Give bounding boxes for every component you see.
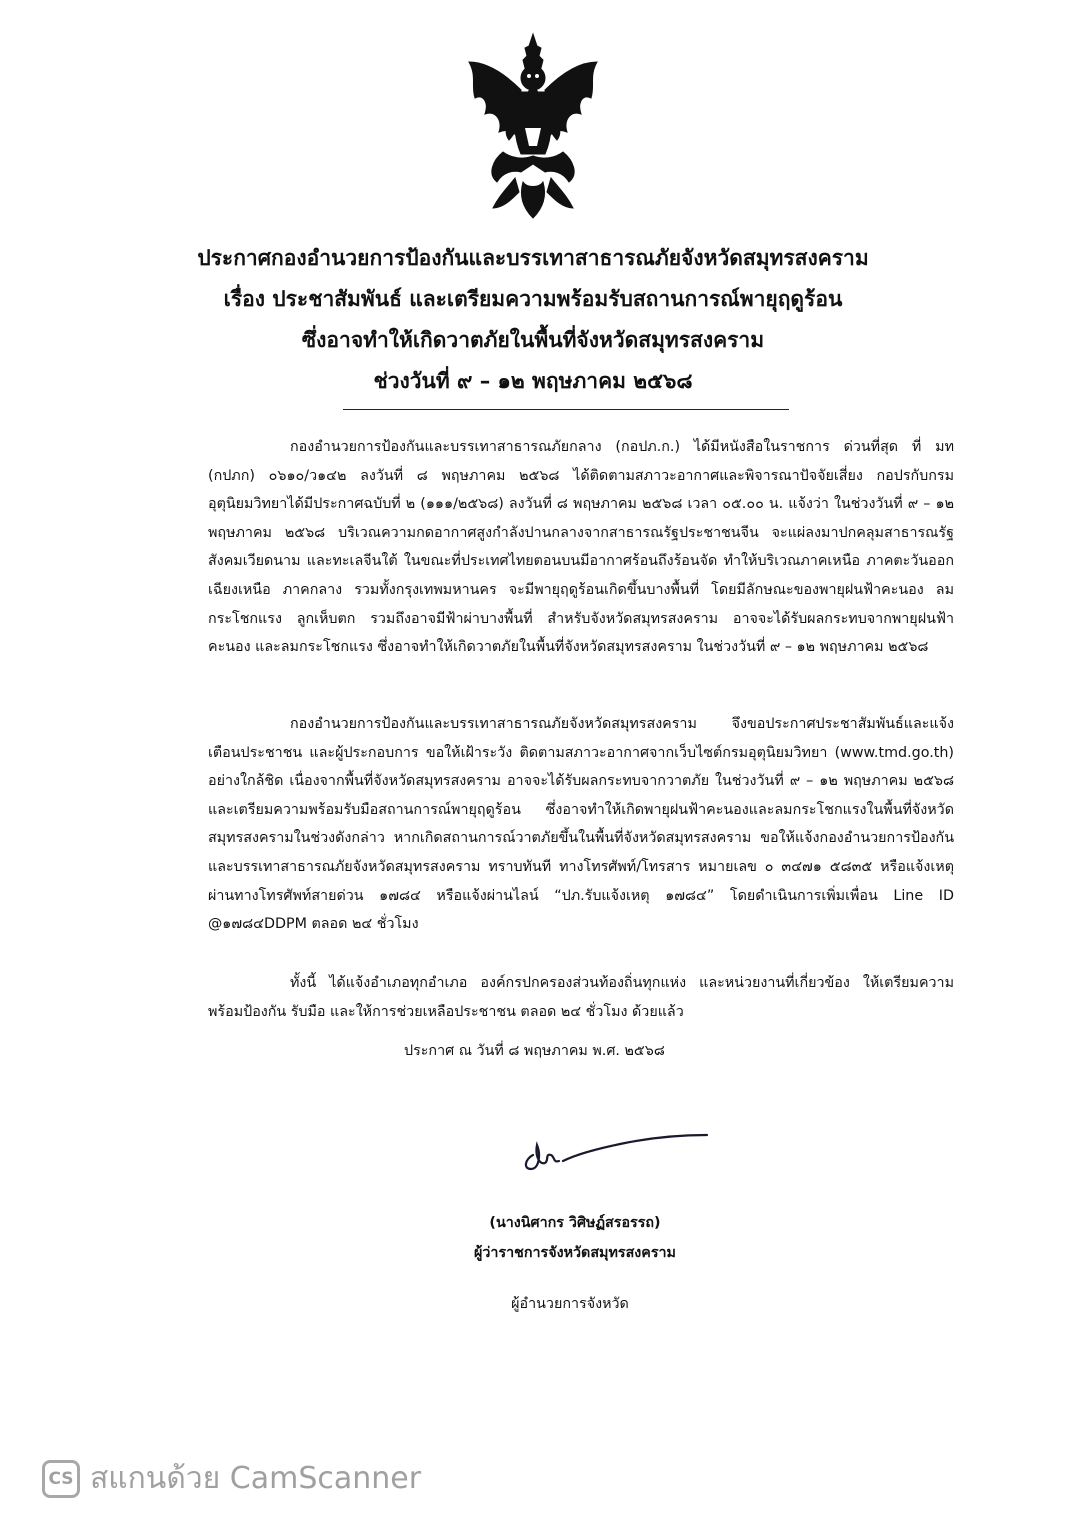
camscanner-logo-icon: CS bbox=[42, 1460, 80, 1498]
announce-date: ประกาศ ณ วันที่ ๘ พฤษภาคม พ.ศ. ๒๕๖๘ bbox=[404, 1043, 665, 1059]
title-divider bbox=[343, 409, 789, 410]
signer-name: (นางนิศากร วิศิษฏ์สรอรรถ) bbox=[489, 1215, 661, 1231]
announcement-title bbox=[120, 238, 946, 402]
garuda-emblem-icon bbox=[463, 32, 603, 220]
body-paragraph bbox=[208, 433, 954, 662]
handwritten-signature-icon bbox=[515, 1125, 715, 1175]
watermark-text: สแกนด้วย CamScanner bbox=[90, 1461, 422, 1496]
title-line-date-range: ช่วงวันที่ ๙ – ๑๒ พฤษภาคม ๒๕๖๘ bbox=[373, 369, 693, 393]
camscanner-watermark bbox=[42, 1455, 421, 1502]
body-paragraph bbox=[208, 710, 954, 939]
paragraph-text: กองอำนวยการป้องกันและบรรเทาสาธารณภัยกลาง (กอปภ.ก.) ได้มีหนังสือในราชการ ด่วนที่สุด ที่ มท (กปภก) ๐๖๑๐/ว๑๔๒ ลงวันที่ ๘ พฤษภาคม ๒๕๖๘ ได้ติดตามสภาวะอากาศและพิจารณาปัจจัยเสี่ยง กอปรกับกรมอุตุนิยมวิทยาได้มีประกาศฉบับที่ ๒ (๑๑๑/๒๕๖๘) ลงวันที่ ๘ พฤษภาคม ๒๕๖๘ เวลา ๐๕.๐๐ น. แจ้งว่า ในช่วงวันที่ ๙ – ๑๒ พฤษภาคม ๒๕๖๘ บริเวณความกดอากาศสูงกำลังปานกลางจากสาธารณรัฐประชาชนจีน จะแผ่ลงมาปกคลุมสาธารณรัฐสังคมเวียดนาม และทะเลจีนใต้ ในขณะที่ประเทศไทยตอนบนมีอากาศร้อนถึงร้อนจัด ทำให้บริเวณภาคเหนือ ภาคตะวันออกเฉียงเหนือ ภาคกลาง รวมทั้งกรุงเทพมหานคร จะมีพายุฤดูร้อนเกิดขึ้นบางพื้นที่ โดยมีลักษณะของพายุฝนฟ้าคะนอง ลมกระโชกแรง ลูกเห็บตก รวมถึงอาจมีฟ้าผ่าบางพื้นที่ สำหรับจังหวัดสมุทรสงคราม อาจจะได้รับผลกระทบจากพายุฝนฟ้าคะนอง และลมกระโชกแรง ซึ่งอาจทำให้เกิดวาตภัยในพื้นที่จังหวัดสมุทรสงคราม ในช่วงวันที่ ๙ – ๑๒ พฤษภาคม ๒๕๖๘ bbox=[208, 439, 954, 656]
paragraph-text: ทั้งนี้ ได้แจ้งอำเภอทุกอำเภอ องค์กรปกครองส่วนท้องถิ่นทุกแห่ง และหน่วยงานที่เกี่ยวข้อง ให้เตรียมความพร้อมป้องกัน รับมือ และให้การช่วยเหลือประชาชน ตลอด ๒๔ ชั่วโมง ด้วยแล้ว bbox=[208, 975, 954, 1020]
signer-role: ผู้อำนวยการจังหวัด bbox=[511, 1296, 629, 1312]
signer-position: ผู้ว่าราชการจังหวัดสมุทรสงคราม bbox=[474, 1245, 676, 1261]
body-paragraph bbox=[208, 969, 954, 1026]
title-line-issuer: ประกาศกองอำนวยการป้องกันและบรรเทาสาธารณภัยจังหวัดสมุทรสงคราม bbox=[197, 246, 869, 270]
paragraph-text: กองอำนวยการป้องกันและบรรเทาสาธารณภัยจังหวัดสมุทรสงคราม จึงขอประกาศประชาสัมพันธ์และแจ้งเตือนประชาชน และผู้ประกอบการ ขอให้เฝ้าระวัง ติดตามสภาวะอากาศจากเว็บไซต์กรมอุตุนิยมวิทยา (www.tmd.go.th) อย่างใกล้ชิด เนื่องจากพื้นที่จังหวัดสมุทรสงคราม อาจจะได้รับผลกระทบจากวาตภัย ในช่วงวันที่ ๙ – ๑๒ พฤษภาคม ๒๕๖๘ และเตรียมความพร้อมรับมือสถานการณ์พายุฤดูร้อน ซึ่งอาจทำให้เกิดพายุฝนฟ้าคะนองและลมกระโชกแรงในพื้นที่จังหวัดสมุทรสงครามในช่วงดังกล่าว หากเกิดสถานการณ์วาตภัยขึ้นในพื้นที่จังหวัดสมุทรสงคราม ขอให้แจ้งกองอำนวยการป้องกันและบรรเทาสาธารณภัยจังหวัดสมุทรสงคราม ทราบทันที ทางโทรศัพท์/โทรสาร หมายเลข ๐ ๓๔๗๑ ๕๘๓๕ หรือแจ้งเหตุผ่านทางโทรศัพท์สายด่วน ๑๗๘๔ หรือแจ้งผ่านไลน์ “ปภ.รับแจ้งเหตุ ๑๗๘๔” โดยดำเนินการเพิ่มเพื่อน Line ID @๑๗๘๔DDPM ตลอด ๒๔ ชั่วโมง bbox=[208, 716, 954, 933]
title-line-subject-cont: ซึ่งอาจทำให้เกิดวาตภัยในพื้นที่จังหวัดสมุทรสงคราม bbox=[301, 328, 765, 352]
title-line-subject: เรื่อง ประชาสัมพันธ์ และเตรียมความพร้อมรับสถานการณ์พายุฤดูร้อน bbox=[223, 287, 843, 311]
